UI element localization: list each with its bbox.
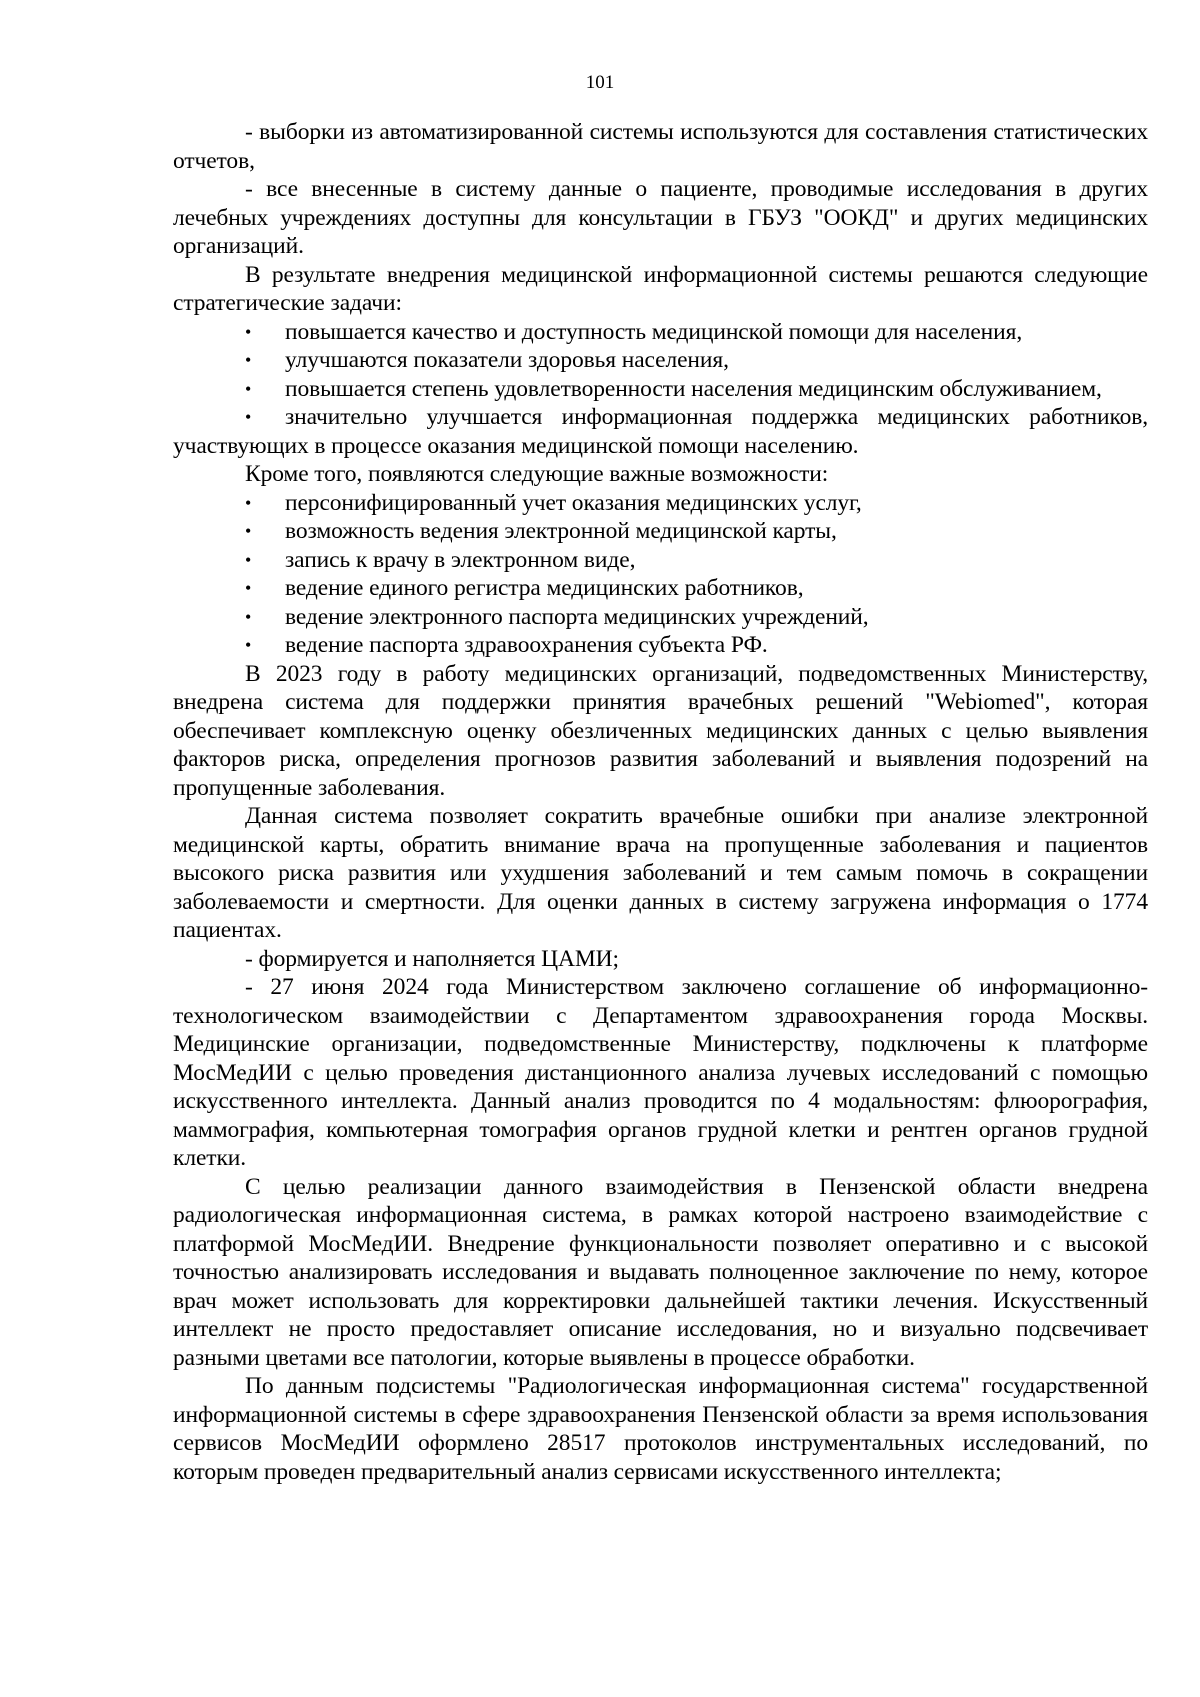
paragraph: Данная система позволяет сократить врачебные ошибки при анализе электронной медицинской карты, обратить внимание врача на пропущенные заболевания и пациентов высокого риска развития или ухудшения заболеваний и тем самым помочь в сокращении заболеваемости и смертности. Для оценки данных в систему загружена информация о 1774 пациентах. [173, 803, 1148, 943]
bullet-icon: • [245, 407, 252, 427]
list-item-text: ведение единого регистра медицинских работников, [285, 575, 804, 601]
paragraph: В результате внедрения медицинской информационной системы решаются следующие стратегические задачи: [173, 261, 1148, 316]
list-item [173, 318, 1148, 347]
bullet-icon: • [245, 606, 252, 627]
paragraph: По данным подсистемы "Радиологическая информационная система" государственной информационной системы в сфере здравоохранения Пензенской области за время использования сервисов МосМедИИ оформлено 28517 протоколов инструментальных исследований, по которым проведен предварительный анализ сервисами искусственного интеллекта; [173, 1373, 1148, 1485]
list-item-text: персонифицированный учет оказания медицинских услуг, [285, 489, 862, 516]
bullet-icon: • [245, 635, 252, 655]
list-item-text: повышается качество и доступность медицинской помощи для населения, [285, 318, 1023, 345]
list-item [173, 346, 1148, 375]
list-item [173, 603, 1148, 632]
list-item-text: ведение паспорта здравоохранения субъекта РФ. [285, 632, 768, 658]
paragraph: - все внесенные в систему данные о пациенте, проводимые исследования в других лечебных учреждениях доступны для консультации в ГБУЗ "ООКД" и других медицинских организаций. [173, 176, 1148, 259]
list-item [173, 375, 1148, 404]
list-item-text: ведение электронного паспорта медицинских учреждений, [285, 603, 869, 630]
list-item-text: повышается степень удовлетворенности населения медицинским обслуживанием, [285, 375, 1102, 402]
bullet-icon: • [245, 350, 252, 370]
bullet-icon: • [245, 578, 252, 598]
list-item [173, 574, 1148, 603]
paragraph: В 2023 году в работу медицинских организаций, подведомственных Министерству, внедрена система для поддержки принятия врачебных решений "Webiomed", которая обеспечивает комплексную оценку обезличенных медицинских данных с целью выявления факторов риска, определения прогнозов развития заболеваний и выявления подозрений на пропущенные заболевания. [173, 660, 1148, 801]
bullet-icon: • [245, 549, 252, 570]
list-item [173, 631, 1148, 660]
opportunities-list [173, 489, 1148, 660]
list-item-text: возможность ведения электронной медицинской карты, [285, 518, 837, 544]
strategic-tasks-list [173, 318, 1148, 461]
paragraph: С целью реализации данного взаимодействия в Пензенской области внедрена радиологическая информационная система, в рамках которой настроено взаимодействие с платформой МосМедИИ. Внедрение функциональности позволяет оперативно и с высокой точностью анализировать исследования и выдавать полноценное заключение по нему, которое врач может использовать для корректировки дальнейшей тактики лечения. Искусственный интеллект не просто предоставляет описание исследования, но и визуально подсвечивает разными цветами все патологии, которые выявлены в процессе обработки. [173, 1173, 1148, 1371]
list-item-text: улучшаются показатели здоровья населения, [285, 347, 729, 373]
list-item [173, 517, 1148, 546]
bullet-icon: • [245, 321, 252, 342]
paragraph: - формируется и наполняется ЦАМИ; [245, 945, 619, 972]
page-number: 101 [585, 72, 615, 93]
list-item [173, 489, 1148, 518]
bullet-icon: • [245, 492, 252, 513]
paragraph: - выборки из автоматизированной системы используются для составления статистических отчетов, [173, 119, 1148, 174]
list-item-text: запись к врачу в электронном виде, [285, 546, 636, 573]
list-item [173, 403, 1148, 460]
bullet-icon: • [245, 378, 252, 399]
document-body [173, 118, 1148, 1486]
bullet-icon: • [245, 521, 252, 541]
paragraph: - 27 июня 2024 года Министерством заключено соглашение об информационно-технологическом взаимодействии с Департаментом здравоохранения города Москвы. Медицинские организации, подведомственные Министерству, подключены к платформе МосМедИИ с целью проведения дистанционного анализа лучевых исследований с помощью искусственного интеллекта. Данный анализ проводится по 4 модальностям: флюорография, маммография, компьютерная томография органов грудной клетки и рентген органов грудной клетки. [173, 974, 1148, 1171]
paragraph: Кроме того, появляются следующие важные возможности: [245, 461, 829, 487]
list-item [173, 546, 1148, 575]
list-item-text: значительно улучшается информационная поддержка медицинских работников, участвующих в процессе оказания медицинской помощи населению. [173, 404, 1148, 459]
